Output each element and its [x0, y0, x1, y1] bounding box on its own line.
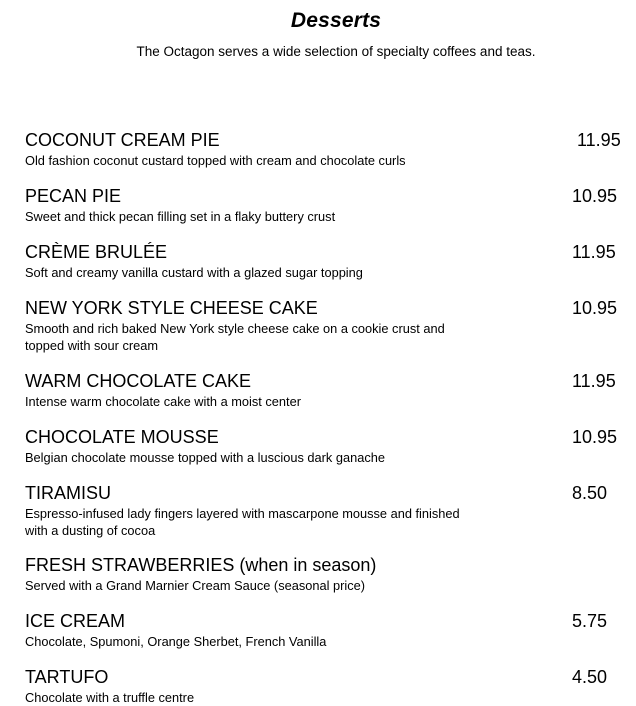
item-name: TIRAMISU: [25, 483, 112, 503]
item-price: 5.75: [572, 611, 608, 631]
menu-item: [25, 667, 625, 706]
item-name: WARM CHOCOLATE CAKE: [25, 371, 252, 391]
item-price: 11.95: [572, 371, 616, 391]
item-description: Espresso-infused lady fingers layered with mascarpone mousse and finished with a dusting of cocoa: [25, 506, 460, 538]
menu-item: [25, 611, 625, 650]
item-name: ICE CREAM: [25, 611, 126, 631]
item-price: 11.95: [577, 130, 621, 150]
menu-item: [25, 555, 625, 594]
item-description: Sweet and thick pecan filling set in a flaky buttery crust: [25, 209, 336, 224]
item-price: 11.95: [572, 242, 616, 262]
item-price: 10.95: [572, 298, 618, 318]
item-description: Intense warm chocolate cake with a moist center: [25, 394, 301, 409]
item-description: Belgian chocolate mousse topped with a luscious dark ganache: [25, 450, 385, 465]
item-name: FRESH STRAWBERRIES (when in season): [25, 555, 377, 575]
item-name: CRÈME BRULÉE: [25, 242, 168, 262]
item-name: NEW YORK STYLE CHEESE CAKE: [25, 298, 318, 318]
item-description: Smooth and rich baked New York style cheese cake on a cookie crust and topped with sour cream: [25, 321, 445, 353]
item-name: CHOCOLATE MOUSSE: [25, 427, 219, 447]
item-description: Served with a Grand Marnier Cream Sauce (seasonal price): [25, 578, 365, 593]
item-name: TARTUFO: [25, 667, 109, 687]
item-price: 10.95: [572, 427, 618, 447]
menu-item: [25, 186, 625, 225]
page-title: Desserts: [290, 9, 382, 32]
menu-item: [25, 242, 625, 281]
menu-item: [25, 298, 625, 354]
item-price: 4.50: [572, 667, 608, 687]
menu-item: [25, 483, 625, 539]
item-description: Soft and creamy vanilla custard with a glazed sugar topping: [25, 265, 363, 280]
item-name: PECAN PIE: [25, 186, 122, 206]
menu-item: [25, 371, 625, 410]
item-description: Old fashion coconut custard topped with cream and chocolate curls: [25, 153, 406, 168]
menu-item: [25, 130, 625, 169]
item-name: COCONUT CREAM PIE: [25, 130, 220, 150]
item-price: 8.50: [572, 483, 608, 503]
item-description: Chocolate, Spumoni, Orange Sherbet, French Vanilla: [25, 634, 327, 649]
menu-item: [25, 427, 625, 466]
page-subtitle: The Octagon serves a wide selection of specialty coffees and teas.: [136, 44, 536, 59]
item-price: 10.95: [572, 186, 618, 206]
item-description: Chocolate with a truffle centre: [25, 690, 195, 705]
